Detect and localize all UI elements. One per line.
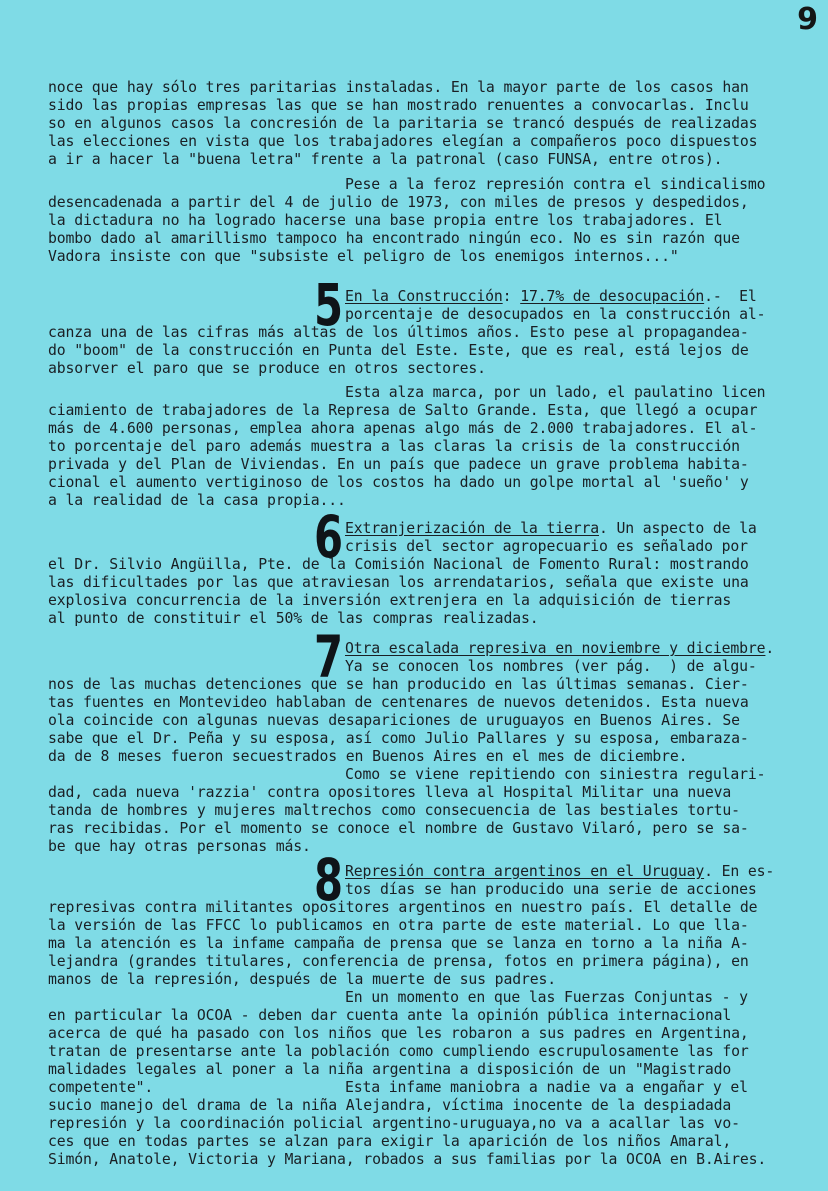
text-line: tos días se han producido una serie de acciones — [345, 881, 757, 898]
text-line: Simón, Anatole, Victoria y Mariana, robados a sus familias por la OCOA en B.Aires. — [48, 1151, 767, 1168]
section-number-8: 8 — [314, 846, 344, 914]
text-line: tas fuentes en Montevideo hablaban de centenares de nuevos detenidos. Esta nueva — [48, 694, 749, 711]
text-line: acerca de qué ha pasado con los niños que les robaron a sus padres en Argentina, — [48, 1025, 749, 1042]
text-line: da de 8 meses fueron secuestrados en Buenos Aires en el mes de diciembre. — [48, 748, 688, 765]
heading-title: Otra escalada represiva en noviembre y diciembre — [345, 640, 766, 657]
section-heading — [345, 288, 828, 306]
text-line: las dificultades por las que atraviesan los arrendatarios, señala que existe una — [48, 574, 749, 591]
heading-title: Extranjerización de la tierra — [345, 520, 599, 537]
text-line: competente". — [48, 1079, 154, 1096]
text-line: Como se viene repitiendo con siniestra regulari- — [345, 766, 766, 783]
text-line: ces que en todas partes se alzan para exigir la aparición de los niños Amaral, — [48, 1133, 732, 1150]
section-heading — [345, 640, 828, 658]
heading-tail: . Un aspecto de la — [599, 520, 757, 537]
heading-separator: : — [502, 288, 521, 305]
text-line: Ya se conocen los nombres (ver pág. ) de algu- — [345, 658, 757, 675]
text-line: tanda de hombres y mujeres maltrechos como consecuencia de las bestiales tortu- — [48, 802, 740, 819]
heading-title: Represión contra argentinos en el Uruguay — [345, 863, 705, 880]
text-line: noce que hay sólo tres paritarias instaladas. En la mayor parte de los casos han — [48, 79, 749, 96]
text-line: manos de la represión, después de la muerte de sus padres. — [48, 971, 556, 988]
text-line: explosiva concurrencia de la inversión extrenjera en la adquisición de tierras — [48, 592, 732, 609]
text-line: sucio manejo del drama de la niña Alejandra, víctima inocente de la despiadada — [48, 1097, 732, 1114]
page-number: 9 — [797, 2, 818, 37]
text-line: ola coincide con algunas nuevas desapariciones de uruguayos en Buenos Aires. Se — [48, 712, 740, 729]
heading-tail: . En es- — [704, 863, 775, 880]
text-line: al punto de constituir el 50% de las compras realizadas. — [48, 610, 539, 627]
text-line: desencadenada a partir del 4 de julio de 1973, con miles de presos y despedidos, — [48, 194, 749, 211]
text-line: la dictadura no ha logrado hacerse una base propia entre los trabajadores. El — [48, 212, 723, 229]
text-line: bombo dado al amarillismo tampoco ha encontrado ningún eco. No es sin razón que — [48, 230, 740, 247]
text-line: represivas contra militantes opositores argentinos en nuestro país. El detalle de — [48, 899, 758, 916]
text-line: ma la atención es la infame campaña de prensa que se lanza en torno a la niña A- — [48, 935, 749, 952]
section-heading — [345, 520, 828, 538]
text-line: sabe que el Dr. Peña y su esposa, así como Julio Pallares y su esposa, embaraza- — [48, 730, 749, 747]
text-line: sido las propias empresas las que se han mostrado renuentes a convocarlas. Inclu — [48, 97, 749, 114]
heading-tail: . — [765, 640, 775, 657]
text-line: a la realidad de la casa propia... — [48, 492, 346, 509]
text-line: Pese a la feroz represión contra el sindicalismo — [345, 176, 766, 193]
text-line: nos de las muchas detenciones que se han producido en las últimas semanas. Cier- — [48, 676, 749, 693]
text-line: Esta infame maniobra a nadie va a engañar y el — [345, 1079, 748, 1096]
heading-tail: .- El — [704, 288, 757, 305]
text-line: privada y del Plan de Viviendas. En un país que padece un grave problema habita- — [48, 456, 749, 473]
text-line: to porcentaje del paro además muestra a las claras la crisis de la construcción — [48, 438, 740, 455]
text-line: la versión de las FFCC lo publicamos en otra parte de este material. Lo que lla- — [48, 917, 749, 934]
text-line: so en algunos casos la concresión de la paritaria se trancó después de realizadas — [48, 115, 758, 132]
text-line: las elecciones en vista que los trabajadores elegían a compañeros poco dispuestos — [48, 133, 758, 150]
text-line: do "boom" de la construcción en Punta del Este. Este, que es real, está lejos de — [48, 342, 749, 359]
text-line: En un momento en que las Fuerzas Conjuntas - y — [345, 989, 748, 1006]
heading-title: 17.7% de desocupación — [520, 288, 705, 305]
text-line: crisis del sector agropecuario es señalado por — [345, 538, 748, 555]
text-line: en particular la OCOA - deben dar cuenta ante la opinión pública internacional — [48, 1007, 732, 1024]
text-line: cional el aumento vertiginoso de los costos ha dado un golpe mortal al 'sueño' y — [48, 474, 749, 491]
text-line: tratan de presentarse ante la población como cumpliendo escrupulosamente las for — [48, 1043, 749, 1060]
section-number-5: 5 — [314, 271, 344, 339]
text-line: ras recibidas. Por el momento se conoce el nombre de Gustavo Vilaró, pero se sa- — [48, 820, 749, 837]
text-line: más de 4.600 personas, emplea ahora apenas algo más de 2.000 trabajadores. El al- — [48, 420, 758, 437]
section-heading — [345, 863, 828, 881]
text-line: be que hay otras personas más. — [48, 838, 311, 855]
section-number-6: 6 — [314, 503, 344, 571]
text-line: porcentaje de desocupados en la construcción al- — [345, 306, 766, 323]
section-number-7: 7 — [314, 623, 344, 691]
text-line: a ir a hacer la "buena letra" frente a la patronal (caso FUNSA, entre otros). — [48, 151, 723, 168]
text-line: represión y la coordinación policial argentino-uruguaya,no va a acallar las vo- — [48, 1115, 740, 1132]
text-line: dad, cada nueva 'razzia' contra opositores lleva al Hospital Militar una nueva — [48, 784, 732, 801]
text-line: canza una de las cifras más altas de los últimos años. Esto pese al propagandea- — [48, 324, 749, 341]
heading-title: En la Construcción — [345, 288, 503, 305]
text-line: lejandra (grandes titulares, conferencia de prensa, fotos en primera página), en — [48, 953, 749, 970]
text-line: Vadora insiste con que "subsiste el peligro de los enemigos internos..." — [48, 248, 679, 265]
text-line: el Dr. Silvio Angüilla, Pte. de la Comisión Nacional de Fomento Rural: mostrando — [48, 556, 749, 573]
text-line: Esta alza marca, por un lado, el paulatino licen — [345, 384, 766, 401]
text-line: ciamiento de trabajadores de la Represa de Salto Grande. Esta, que llegó a ocupar — [48, 402, 758, 419]
text-line: absorver el paro que se produce en otros sectores. — [48, 360, 486, 377]
text-line: malidades legales al poner a la niña argentina a disposición de un "Magistrado — [48, 1061, 732, 1078]
